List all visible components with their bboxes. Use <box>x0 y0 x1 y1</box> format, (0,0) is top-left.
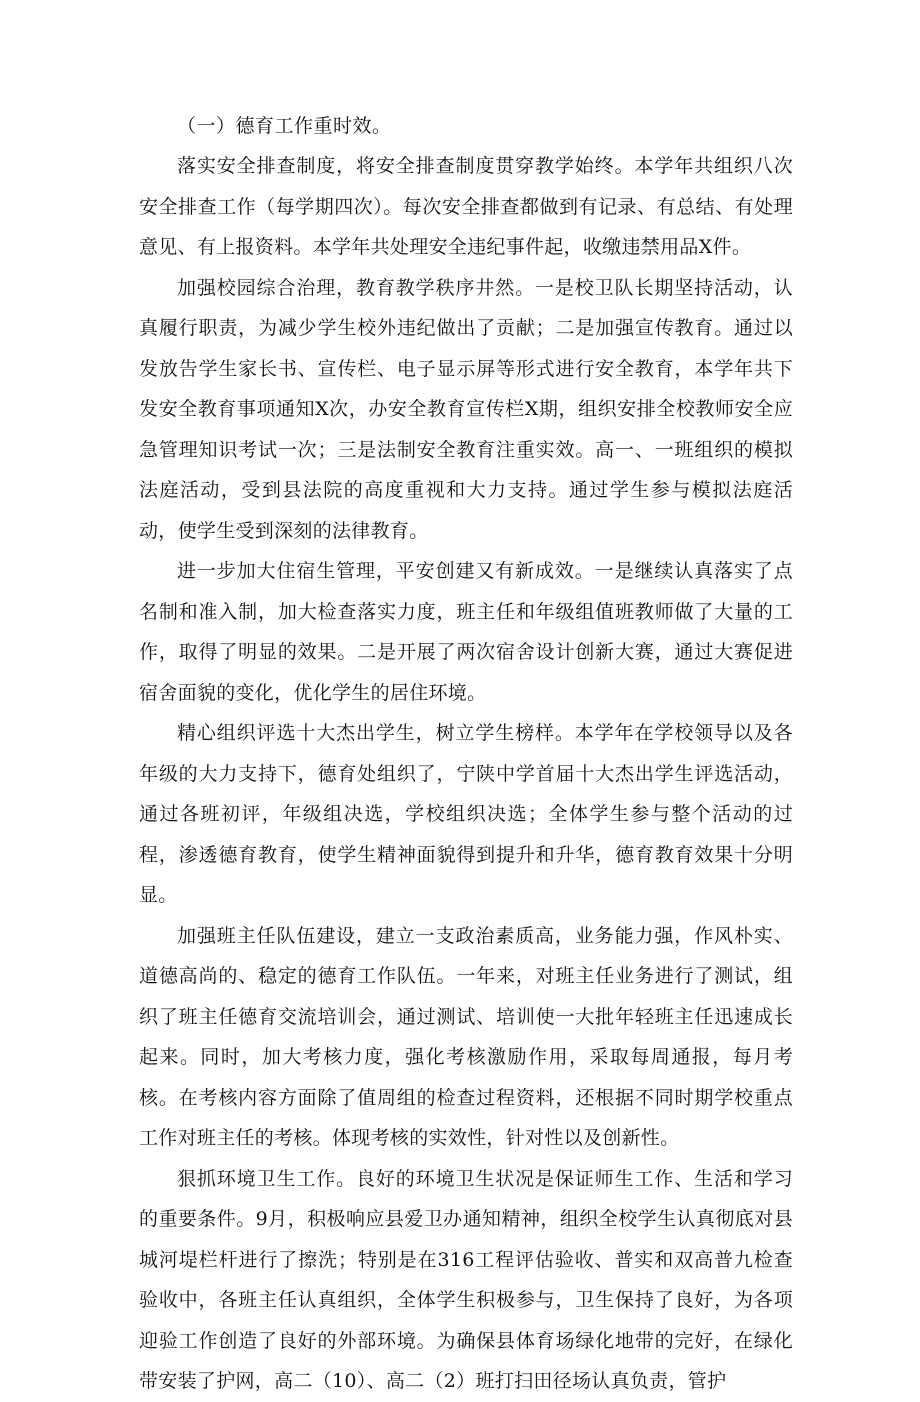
paragraph-dormitory-management: 进一步加大住宿生管理，平安创建又有新成效。一是继续认真落实了点名制和准入制，加大检查落实力度，班主任和年级组值班教师做了大量的工作，取得了明显的效果。二是开展了两次宿舍设计创新大赛，通过大赛促进宿舍面貌的变化，优化学生的居住环境。 <box>139 560 793 704</box>
document-page <box>139 106 793 1402</box>
paragraph-outstanding-students: 精心组织评选十大杰出学生，树立学生榜样。本学年在学校领导以及各年级的大力支持下，德育处组织了，宁陕中学首届十大杰出学生评选活动，通过各班初评，年级组决选，学校组织决选；全体学生参与整个活动的过程，渗透德育教育，使学生精神面貌得到提升和升华，德育教育效果十分明显。 <box>139 722 793 906</box>
section-heading: （一）德育工作重时效。 <box>177 115 392 137</box>
paragraph-safety-inspection: 落实安全排查制度，将安全排查制度贯穿教学始终。本学年共组织八次安全排查工作（每学期四次）。每次安全排查都做到有记录、有总结、有处理意见、有上报资料。本学年共处理安全违纪事件起，收缴违禁用品X件。 <box>139 155 793 258</box>
paragraph-environmental-hygiene: 狠抓环境卫生工作。良好的环境卫生状况是保证师生工作、生活和学习的重要条件。9月，积极响应县爱卫办通知精神，组织全校学生认真彻底对县城河堤栏杆进行了擦洗；特别是在316工程评估验收、普实和双高普九检查验收中，各班主任认真组织，全体学生积极参与，卫生保持了良好，为各项迎验工作创造了良好的外部环境。为确保县体育场绿化地带的完好，在绿化带安装了护网，高二（10）、高二（2）班打扫田径场认真负责，管护 <box>139 1167 793 1392</box>
paragraph-campus-governance: 加强校园综合治理，教育教学秩序井然。一是校卫队长期坚持活动，认真履行职责，为减少学生校外违纪做出了贡献；二是加强宣传教育。通过以发放告学生家长书、宣传栏、电子显示屏等形式进行安全教育，本学年共下发安全教育事项通知X次，办安全教育宣传栏X期，组织安排全校教师安全应急管理知识考试一次；三是法制安全教育注重实效。高一、一班组织的模拟法庭活动，受到县法院的高度重视和大力支持。通过学生参与模拟法庭活动，使学生受到深刻的法律教育。 <box>139 276 793 542</box>
paragraph-head-teacher-team: 加强班主任队伍建设，建立一支政治素质高，业务能力强，作风朴实、道德高尚的、稳定的德育工作队伍。一年来，对班主任业务进行了测试，组织了班主任德育交流培训会，通过测试、培训使一大批年轻班主任迅速成长起来。同时，加大考核力度，强化考核激励作用，采取每周通报，每月考核。在考核内容方面除了值周组的检查过程资料，还根据不同时期学校重点工作对班主任的考核。体现考核的实效性，针对性以及创新性。 <box>139 924 793 1149</box>
